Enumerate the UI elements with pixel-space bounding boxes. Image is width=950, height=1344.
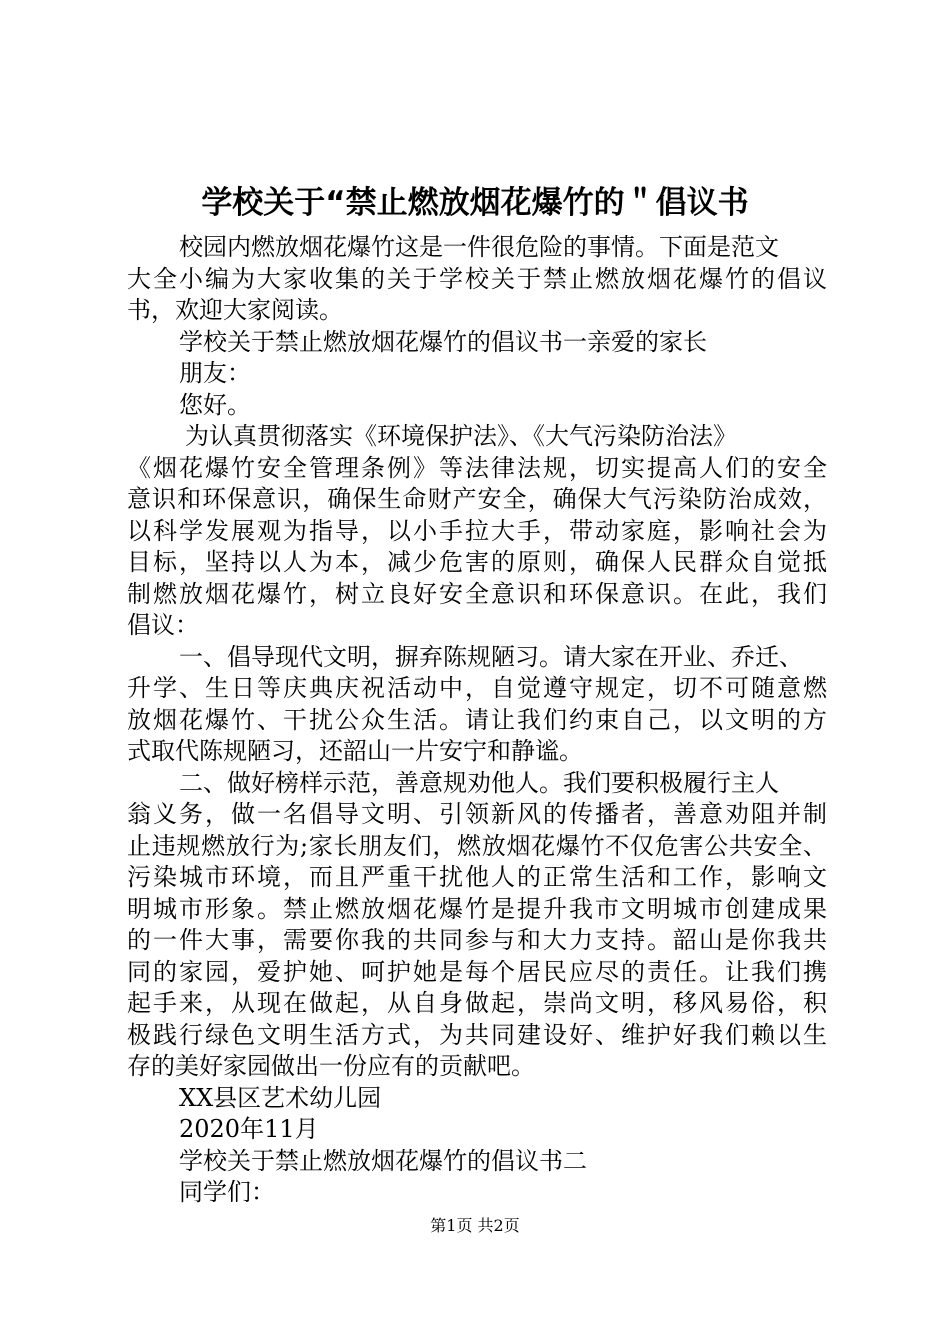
document-body bbox=[127, 232, 827, 1209]
paragraph-line: 起手来，从现在做起，从自身做起，崇尚文明，移风易俗，积 bbox=[127, 989, 827, 1017]
greeting-line: 您好。 bbox=[179, 390, 251, 419]
paragraph-line: 存的美好家园做出一份应有的贡献吧。 bbox=[127, 1052, 535, 1080]
paragraph-line: 污染城市环境，而且严重干扰他人的正常生活和工作，影响文 bbox=[127, 863, 827, 891]
paragraph-line: 止违规燃放行为;家长朋友们，燃放烟花爆竹不仅危害公共安全、 bbox=[127, 831, 827, 860]
paragraph-line: 为认真贯彻落实《环境保护法》、《大气污染防治法》 bbox=[185, 422, 737, 450]
paragraph-line: 倡议： bbox=[127, 611, 199, 639]
paragraph-line: 式取代陈规陋习，还韶山一片安宁和静谧。 bbox=[127, 737, 583, 765]
signature-date: 2020年11月 bbox=[179, 1115, 319, 1143]
paragraph-line: 《烟花爆竹安全管理条例》等法律法规，切实提高人们的安全 bbox=[127, 453, 827, 482]
paragraph-line: 极践行绿色文明生活方式，为共同建设好、维护好我们赖以生 bbox=[127, 1020, 827, 1049]
paragraph-line: 放烟花爆竹、干扰公众生活。请让我们约束自己，以文明的方 bbox=[127, 705, 827, 734]
paragraph-line: 制燃放烟花爆竹，树立良好安全意识和环保意识。在此，我们 bbox=[127, 579, 827, 608]
paragraph-line: 大全小编为大家收集的关于学校关于禁止燃放烟花爆竹的倡议 bbox=[127, 264, 827, 293]
signature-organization: XX县区艺术幼儿园 bbox=[179, 1083, 382, 1112]
paragraph-line: 意识和环保意识，确保生命财产安全，确保大气污染防治成效， bbox=[127, 485, 827, 513]
section-heading: 学校关于禁止燃放烟花爆竹的倡议书二 bbox=[179, 1146, 587, 1175]
paragraph-line: 二、做好榜样示范，善意规劝他人。我们要积极履行主人 bbox=[179, 768, 779, 797]
paragraph-line: 同的家园，爱护她、呵护她是每个居民应尽的责任。让我们携 bbox=[127, 957, 827, 986]
paragraph-line: 升学、生日等庆典庆祝活动中，自觉遵守规定，切不可随意燃 bbox=[127, 674, 827, 702]
paragraph-line: 以科学发展观为指导，以小手拉大手，带动家庭，影响社会为 bbox=[127, 516, 827, 545]
paragraph-line: 一、倡导现代文明，摒弃陈规陋习。请大家在开业、乔迁、 bbox=[179, 642, 803, 671]
salutation-line: 朋友： bbox=[179, 359, 251, 387]
document-title: 学校关于“禁止燃放烟花爆竹的＂倡议书 bbox=[201, 185, 749, 221]
paragraph-line: 明城市形象。禁止燃放烟花爆竹是提升我市文明城市创建成果 bbox=[127, 894, 827, 923]
paragraph-line: 书，欢迎大家阅读。 bbox=[127, 296, 343, 324]
section-heading: 学校关于禁止燃放烟花爆竹的倡议书一亲爱的家长 bbox=[179, 327, 707, 356]
paragraph-line: 目标，坚持以人为本，减少危害的原则，确保人民群众自觉抵 bbox=[127, 548, 827, 576]
paragraph-line: 翁义务，做一名倡导文明、引领新风的传播者，善意劝阻并制 bbox=[127, 800, 827, 828]
paragraph-line: 的一件大事，需要你我的共同参与和大力支持。韶山是你我共 bbox=[127, 926, 827, 954]
page-footer: 第1页 共2页 bbox=[430, 1216, 520, 1235]
paragraph-line: 校园内燃放烟花爆竹这是一件很危险的事情。下面是范文 bbox=[179, 233, 779, 261]
salutation-line: 同学们： bbox=[179, 1178, 275, 1206]
